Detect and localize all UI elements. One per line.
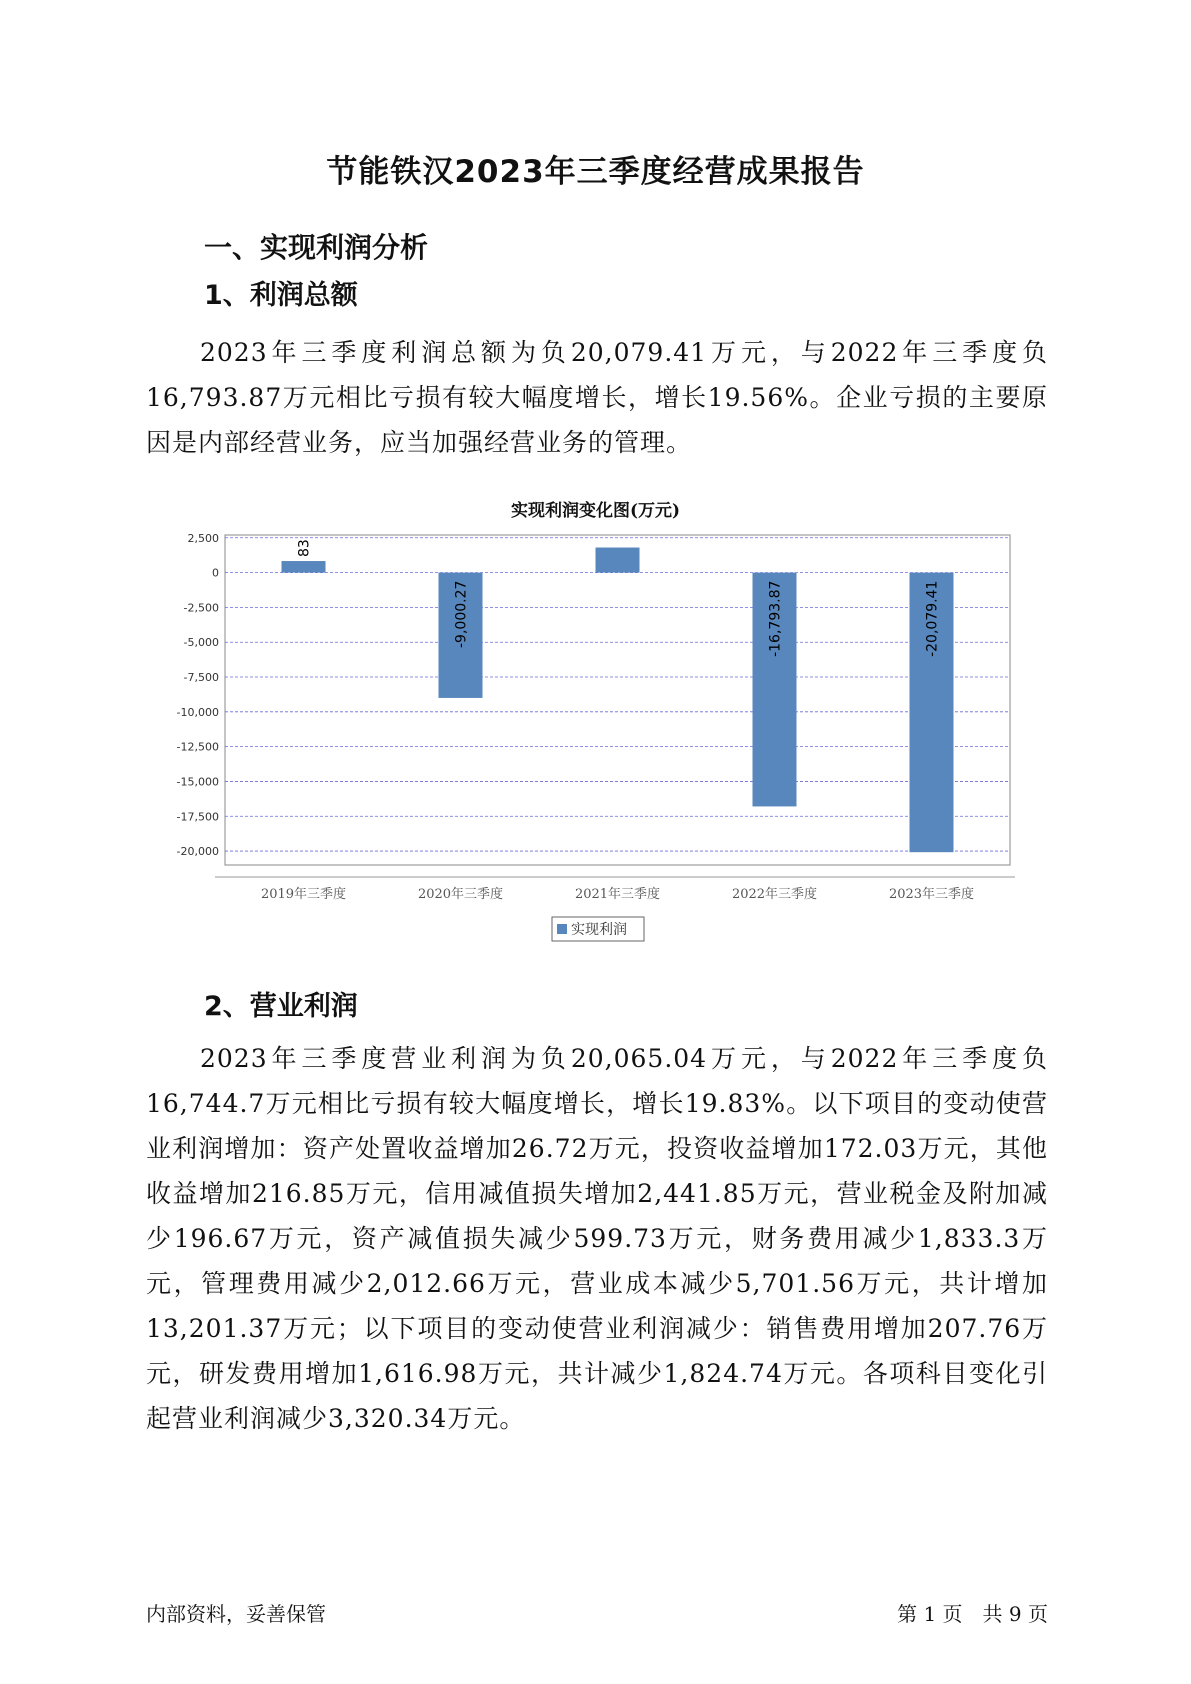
y-tick-label: -17,500 <box>176 810 219 824</box>
y-tick-label: -20,000 <box>176 845 219 859</box>
paragraph-total-profit: 2023年三季度利润总额为负20,079.41万元，与2022年三季度负16,793.87万元相比亏损有较大幅度增长，增长19.56%。企业亏损的主要原因是内部经营业务，应当加强经营业务的管理。 <box>146 338 1048 457</box>
x-tick-label: 2019年三季度 <box>260 887 347 902</box>
subheading-total-profit: 1、利润总额 <box>204 280 358 311</box>
subheading-operating-profit: 2、营业利润 <box>204 991 358 1022</box>
profit-bar-chart <box>160 525 1030 945</box>
paragraph-operating-profit: 2023年三季度营业利润为负20,065.04万元，与2022年三季度负16,744.7万元相比亏损有较大幅度增长，增长19.83%。以下项目的变动使营业利润增加：资产处置收益增加26.72万元，投资收益增加172.03万元，其他收益增加216.85万元，信用减值损失增加2,441.85万元，营业税金及附加减少196.67万元，资产减值损失减少599.73万元，财务费用减少1,833.3万元，管理费用减少2,012.66万元，营业成本减少5,701.56万元，共计增加13,201.37万元；以下项目的变动使营业利润减少：销售费用增加207.76万元，研发费用增加1,616.98万元，共计减少1,824.74万元。各项科目变化引起营业利润减少3,320.34万元。 <box>146 1044 1048 1433</box>
y-tick-label: -5,000 <box>183 636 219 650</box>
y-tick-label: -10,000 <box>176 705 219 719</box>
x-tick-label: 2021年三季度 <box>574 887 661 902</box>
y-tick-label: 0 <box>212 566 219 580</box>
data-label: -9,000.27 <box>453 580 470 649</box>
data-label: 83 <box>296 539 313 558</box>
y-tick-label: -7,500 <box>183 671 219 685</box>
footer-page-number: 第 1 页 共 9 页 <box>897 1602 1048 1626</box>
legend-swatch <box>557 924 567 934</box>
data-label: -20,079.41 <box>924 580 941 657</box>
x-tick-label: 2022年三季度 <box>731 887 818 902</box>
footer-confidential-note: 内部资料，妥善保管 <box>146 1602 326 1626</box>
y-tick-label: -12,500 <box>176 740 219 754</box>
x-tick-label: 2023年三季度 <box>888 887 975 902</box>
page-title: 节能铁汉2023年三季度经营成果报告 <box>326 154 865 190</box>
bar-3 <box>596 548 640 573</box>
chart-title: 实现利润变化图(万元) <box>510 501 681 521</box>
bar-1 <box>282 561 326 573</box>
plot-area <box>225 535 1010 865</box>
section-heading-profit-analysis: 一、实现利润分析 <box>204 231 429 264</box>
x-tick-label: 2020年三季度 <box>417 887 504 902</box>
data-label: -16,793.87 <box>767 580 784 657</box>
y-tick-label: -2,500 <box>183 601 219 615</box>
y-tick-label: -15,000 <box>176 775 219 789</box>
y-tick-label: 2,500 <box>187 531 219 545</box>
legend-label: 实现利润 <box>571 922 627 938</box>
